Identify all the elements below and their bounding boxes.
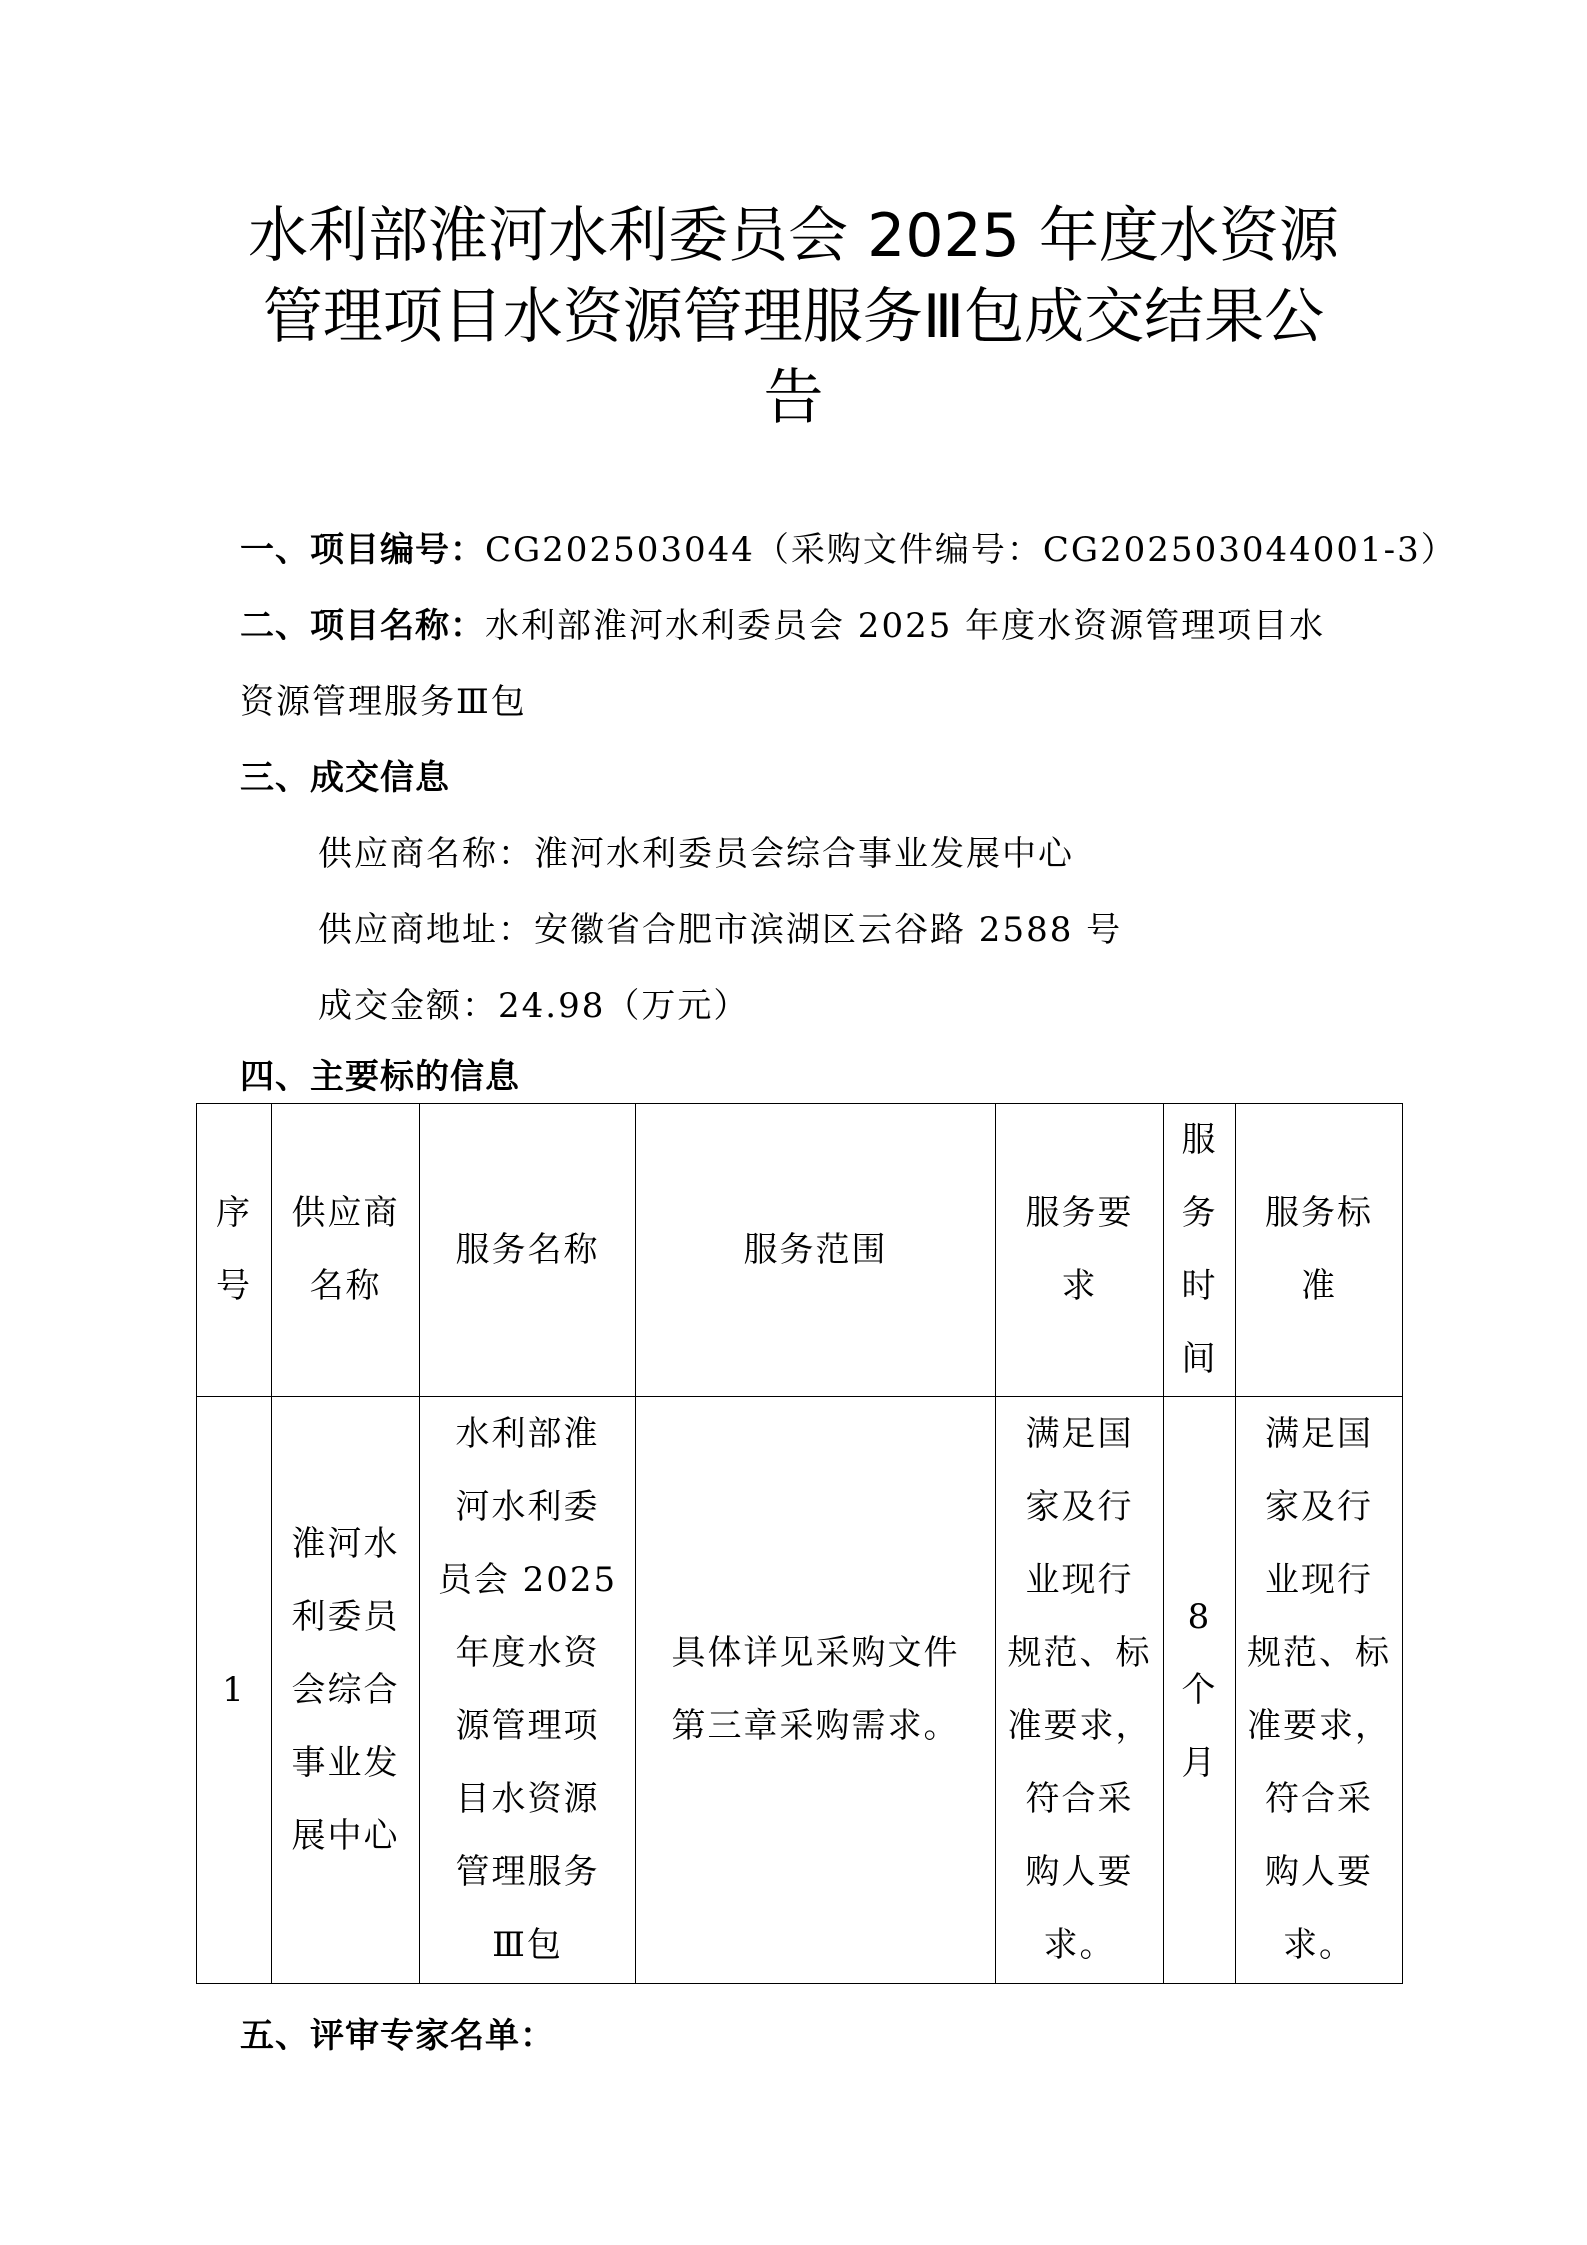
header-cell-service-standard: 服务标 准	[1236, 1104, 1403, 1397]
cell-index: 1	[197, 1397, 272, 1984]
cell-service-requirement: 满足国 家及行 业现行 规范、标 准要求， 符合采 购人要 求。	[996, 1397, 1164, 1984]
deal-info-heading: 三、成交信息	[240, 758, 450, 798]
subject-info-table	[196, 1103, 1403, 1984]
project-number-heading: 一、项目编号：	[240, 530, 485, 570]
cell-service-scope: 具体详见采购文件 第三章采购需求。	[636, 1397, 996, 1984]
header-cell-service-time: 服 务 时 间	[1164, 1104, 1236, 1397]
header-cell-supplier: 供应商 名称	[272, 1104, 420, 1397]
supplier-address: 供应商地址：安徽省合肥市滨湖区云谷路 2588 号	[318, 910, 1123, 950]
title-line-1: 水利部淮河水利委员会 2025 年度水资源	[248, 201, 1339, 271]
project-number-line	[240, 530, 1457, 570]
project-name-line	[240, 606, 1325, 646]
cell-supplier: 淮河水 利委员 会综合 事业发 展中心	[272, 1397, 420, 1984]
expert-list-heading: 五、评审专家名单：	[240, 2016, 555, 2056]
project-name-value-2: 资源管理服务Ⅲ包	[240, 682, 527, 722]
table-row	[197, 1397, 1403, 1984]
table-header-row	[197, 1104, 1403, 1397]
header-cell-service-requirement: 服务要 求	[996, 1104, 1164, 1397]
project-number-value: CG202503044（采购文件编号：CG202503044001-3）	[485, 530, 1457, 570]
header-cell-index: 序 号	[197, 1104, 272, 1397]
project-name-value-1: 水利部淮河水利委员会 2025 年度水资源管理项目水	[485, 606, 1326, 646]
deal-amount: 成交金额：24.98（万元）	[318, 986, 750, 1026]
header-cell-service-name: 服务名称	[420, 1104, 636, 1397]
subject-info-heading: 四、主要标的信息	[240, 1057, 520, 1097]
cell-service-standard: 满足国 家及行 业现行 规范、标 准要求， 符合采 购人要 求。	[1236, 1397, 1403, 1984]
header-cell-service-scope: 服务范围	[636, 1104, 996, 1397]
title-line-3: 告	[763, 363, 824, 433]
supplier-name: 供应商名称：淮河水利委员会综合事业发展中心	[318, 834, 1074, 874]
document-title	[150, 196, 1437, 439]
project-name-heading: 二、项目名称：	[240, 606, 485, 646]
title-line-2: 管理项目水资源管理服务Ⅲ包成交结果公	[262, 282, 1325, 352]
cell-service-name: 水利部淮 河水利委 员会 2025 年度水资 源管理项 目水资源 管理服务 Ⅲ包	[420, 1397, 636, 1984]
cell-service-time: 8 个 月	[1164, 1397, 1236, 1984]
